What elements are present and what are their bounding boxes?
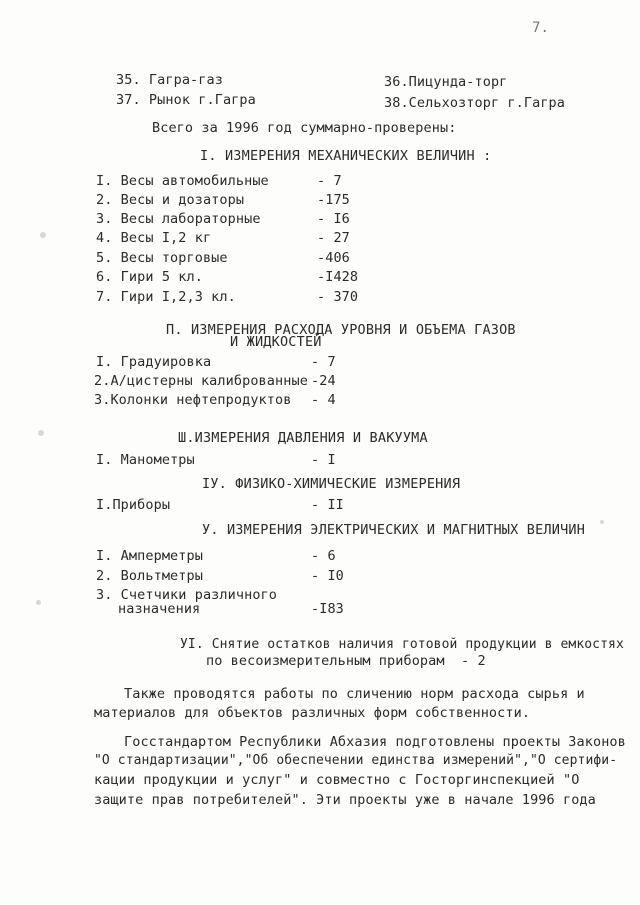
section-1-heading: I. ИЗМЕРЕНИЯ МЕХАНИЧЕСКИХ ВЕЛИЧИН :: [200, 148, 492, 164]
section-2-heading: П. ИЗМЕРЕНИЯ РАСХОДА УРОВНЯ И ОБЪЕМА ГАЗОВ: [166, 322, 516, 338]
s2-item-value: - 7: [311, 354, 336, 370]
scan-mark: [38, 430, 44, 436]
section-6-line-1: УI. Снятие остатков наличия готовой продукции в емкостях: [180, 637, 624, 652]
s5-item-value: - I0: [311, 568, 344, 584]
s5-item-label: 2. Вольтметры: [96, 568, 203, 584]
s5-item-label: I. Амперметры: [96, 548, 203, 564]
s2-item-label: 3.Колонки нефтепродуктов: [94, 392, 292, 408]
s1-item-value: - 7: [317, 173, 342, 189]
scan-mark: [600, 520, 604, 524]
s1-item-label: 4. Весы I,2 кг: [96, 230, 212, 246]
s5-item-label: 3. Счетчики различного: [96, 587, 278, 603]
header-item-38: 38.Сельхозторг г.Гагра: [384, 95, 566, 111]
s1-item-label: 2. Весы и дозаторы: [96, 192, 245, 208]
section-6-line-2: по весоизмерительным приборам - 2: [206, 653, 486, 669]
s1-item-label: I. Весы автомобильные: [96, 173, 269, 189]
s1-item-value: - 27: [317, 230, 350, 246]
paragraph-2-line-3: кации продукции и услуг" и совместно с Госторгинспекцией "О: [94, 772, 580, 788]
s1-item-label: 3. Весы лабораторные: [96, 211, 261, 227]
section-4-heading: IУ. ФИЗИКО-ХИМИЧЕСКИЕ ИЗМЕРЕНИЯ: [202, 476, 461, 492]
paragraph-2-line-1: Госстандартом Республики Абхазия подготовлены проекты Законов: [124, 734, 626, 750]
scan-mark: [36, 600, 41, 605]
paragraph-2-line-2: "О стандартизации","Об обеспечении единства измерений","О сертифи-: [94, 753, 618, 768]
paragraph-1-line-1: Также проводятся работы по сличению норм расхода сырья и: [124, 686, 585, 702]
paragraph-2-line-4: защите прав потребителей". Эти проекты уже в начале 1996 года: [94, 792, 596, 808]
scan-mark: [40, 232, 46, 238]
s2-item-value: -24: [311, 373, 336, 389]
s2-item-label: I. Градуировка: [96, 354, 212, 370]
s5-item-value: - 6: [311, 548, 336, 564]
section-2-heading-cont: И ЖИДКОСТЕЙ: [230, 334, 322, 350]
s3-item-label: I. Манометры: [96, 452, 195, 468]
s5-item-label-cont: назначения: [118, 601, 201, 617]
header-item-36: 36.Пицунда-торг: [384, 74, 508, 90]
page-number: 7.: [532, 20, 550, 36]
s1-item-label: 6. Гири 5 кл.: [96, 269, 203, 285]
s4-item-value: - II: [311, 497, 344, 513]
header-item-35: 35. Гагра-газ: [116, 72, 223, 88]
s1-item-value: -175: [317, 192, 350, 208]
s5-item-value: -I83: [311, 601, 344, 617]
s1-item-value: -I428: [317, 269, 359, 285]
s1-item-label: 5. Весы торговые: [96, 250, 228, 266]
header-item-37: 37. Рынок г.Гагра: [116, 92, 256, 108]
s2-item-value: - 4: [311, 392, 336, 408]
section-3-heading: Ш.ИЗМЕРЕНИЯ ДАВЛЕНИЯ И ВАКУУМА: [178, 430, 428, 446]
section-5-heading: У. ИЗМЕРЕНИЯ ЭЛЕКТРИЧЕСКИХ И МАГНИТНЫХ ВЕЛИЧИН: [202, 522, 586, 538]
s3-item-value: - I: [311, 452, 336, 468]
paragraph-1-line-2: материалов для объектов различных форм собственности.: [94, 705, 531, 721]
s4-item-label: I.Приборы: [96, 497, 171, 513]
s1-item-label: 7. Гири I,2,3 кл.: [96, 289, 236, 305]
s2-item-label: 2.А/цистерны калиброванные: [94, 373, 308, 389]
s1-item-value: -406: [317, 250, 350, 266]
s1-item-value: - I6: [317, 211, 350, 227]
summary-line: Всего за 1996 год суммарно-проверены:: [152, 120, 457, 136]
s1-item-value: - 370: [317, 289, 359, 305]
